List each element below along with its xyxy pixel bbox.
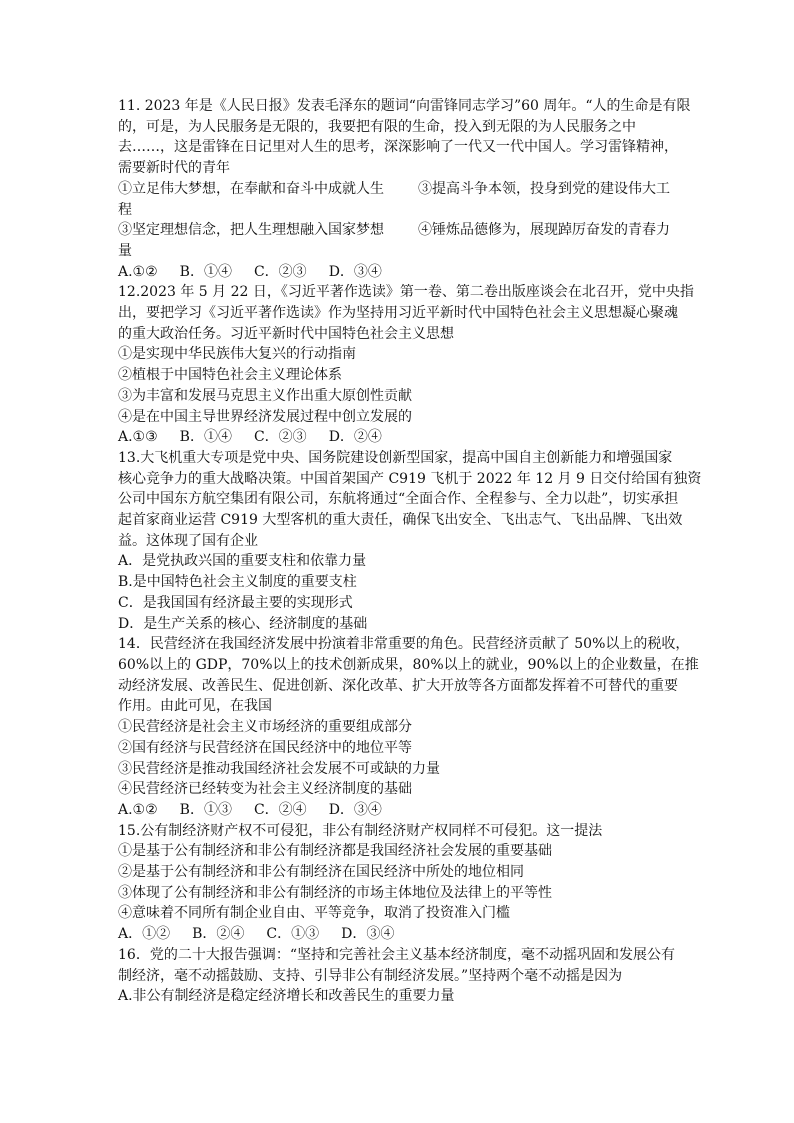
option-4: ④意味着不同所有制企业自由、平等竞争，取消了投资准入门槛 [118, 905, 510, 922]
question-stem-line: 公司中国东方航空集团有限公司，东航将通过“全面合作、全程参与、全力以赴”，切实承担 [118, 491, 679, 508]
answer-b: B．①④ [179, 263, 232, 280]
answer-choices [118, 800, 678, 821]
option-3b: ③坚定理想信念，把人生理想融入国家梦想 [118, 222, 384, 239]
question-11 [118, 96, 691, 282]
option-1: ①立足伟大梦想，在奉献和奋斗中成就人生 [118, 180, 384, 197]
question-stem-line: 益。这体现了国有企业 [118, 532, 258, 549]
option-a: A.非公有制经济是稳定经济增长和改善民生的重要力量 [118, 988, 455, 1005]
option-a: A．是党执政兴国的重要支柱和依靠力量 [118, 553, 367, 570]
exam-page [118, 96, 702, 1007]
question-stem-line: 起首家商业运营 C919 大型客机的重大责任，确保飞出安全、飞出志气、飞出品牌、飞出效 [118, 512, 683, 529]
question-stem-line: 核心竞争力的重大战略决策。中国首架国产 C919 飞机于 2022 年 12 月 9 日交付给国有独资 [118, 470, 702, 487]
question-14 [118, 634, 699, 820]
answer-d: D．③④ [328, 801, 382, 818]
question-stem-line: 16．党的二十大报告强调：“坚持和完善社会主义基本经济制度，毫不动摇巩固和发展公有 [118, 946, 675, 963]
answer-d: D．②④ [328, 429, 382, 446]
question-stem-line: 15.公有制经济财产权不可侵犯，非公有制经济财产权同样不可侵犯。这一提法 [118, 822, 603, 839]
option-c: C．是我国国有经济最主要的实现形式 [118, 594, 353, 611]
option-row [118, 220, 678, 241]
question-stem-line: 13.大飞机重大专项是党中央、国务院建设创新型国家，提高中国自主创新能力和增强国家 [118, 449, 673, 466]
option-4: ④是在中国主导世界经济发展过程中创立发展的 [118, 408, 412, 425]
answer-d: D．③④ [328, 263, 382, 280]
question-15 [118, 821, 678, 945]
question-16 [118, 945, 678, 1007]
answer-d: D．③④ [341, 926, 395, 943]
answer-a: A．①② [118, 926, 171, 943]
option-continuation: 程 [118, 201, 132, 218]
question-stem-line: 去……，这是雷锋在日记里对人生的思考，深深影响了一代又一代中国人。学习雷锋精神， [118, 139, 678, 156]
option-2: ②是基于公有制经济和非公有制经济在国民经济中所处的地位相同 [118, 864, 524, 881]
answer-a: A.①② [118, 801, 158, 818]
option-3: ③提高斗争本领，投身到党的建设伟大工 [418, 180, 670, 197]
question-stem-line: 出，要把学习《习近平著作选读》作为坚持用习近平新时代中国特色社会主义思想凝心聚魂 [118, 305, 678, 322]
answer-choices [118, 427, 678, 448]
answer-c: C．①③ [266, 926, 320, 943]
option-1: ①是基于公有制经济和非公有制经济都是我国经济社会发展的重要基础 [118, 843, 552, 860]
question-stem-line: 需要新时代的青年 [118, 160, 230, 177]
answer-a: A.①③ [118, 429, 158, 446]
answer-b: B．①③ [179, 801, 232, 818]
option-3: ③为丰富和发展马克思主义作出重大原创性贡献 [118, 387, 412, 404]
answer-choices [118, 924, 678, 945]
question-stem-line: 的重大政治任务。习近平新时代中国特色社会主义思想 [118, 325, 454, 342]
question-13 [118, 448, 702, 634]
option-continuation: 量 [118, 242, 132, 259]
answer-b: B．②④ [192, 926, 245, 943]
option-row [118, 179, 678, 200]
question-stem-line: 12.2023 年 5 月 22 日，《习近平著作选读》第一卷、第二卷出版座谈会在北召开，党中央指 [118, 284, 694, 301]
option-2: ②国有经济与民营经济在国民经济中的地位平等 [118, 739, 412, 756]
option-1: ①民营经济是社会主义市场经济的重要组成部分 [118, 719, 412, 736]
question-stem-line: 的，可是，为人民服务是无限的，我要把有限的生命，投入到无限的为人民服务之中 [118, 118, 636, 135]
option-b: B.是中国特色社会主义制度的重要支柱 [118, 574, 357, 591]
answer-c: C．②③ [253, 263, 307, 280]
option-d: D．是生产关系的核心、经济制度的基础 [118, 615, 368, 632]
question-stem-line: 动经济发展、改善民生、促进创新、深化改革、扩大开放等各方面都发挥着不可替代的重要 [118, 677, 678, 694]
question-stem-line: 作用。由此可见，在我国 [118, 698, 272, 715]
option-2: ②植根于中国特色社会主义理论体系 [118, 367, 342, 384]
answer-a: A.①② [118, 263, 158, 280]
answer-c: C．②④ [253, 801, 307, 818]
question-stem-line: 制经济，毫不动摇鼓励、支持、引导非公有制经济发展。”坚持两个毫不动摇是因为 [118, 967, 623, 984]
question-12 [118, 282, 694, 448]
option-3: ③民营经济是推动我国经济社会发展不可或缺的力量 [118, 760, 440, 777]
question-stem-line: 14．民营经济在我国经济发展中扮演着非常重要的角色。民营经济贡献了 50%以上的税收， [118, 636, 690, 653]
answer-c: C．②③ [253, 429, 307, 446]
option-3: ③体现了公有制经济和非公有制经济的市场主体地位及法律上的平等性 [118, 884, 552, 901]
answer-b: B．①④ [179, 429, 232, 446]
question-stem-line: 11. 2023 年是《人民日报》发表毛泽东的题词“向雷锋同志学习”60 周年。“人的生命是有限 [118, 98, 691, 114]
option-4: ④锤炼品德修为，展现踔厉奋发的青春力 [418, 222, 670, 239]
option-1: ①是实现中华民族伟大复兴的行动指南 [118, 346, 356, 363]
answer-choices [118, 262, 678, 283]
option-4: ④民营经济已经转变为社会主义经济制度的基础 [118, 781, 412, 798]
question-stem-line: 60%以上的 GDP，70%以上的技术创新成果，80%以上的就业，90%以上的企业数量，在推 [118, 656, 699, 673]
